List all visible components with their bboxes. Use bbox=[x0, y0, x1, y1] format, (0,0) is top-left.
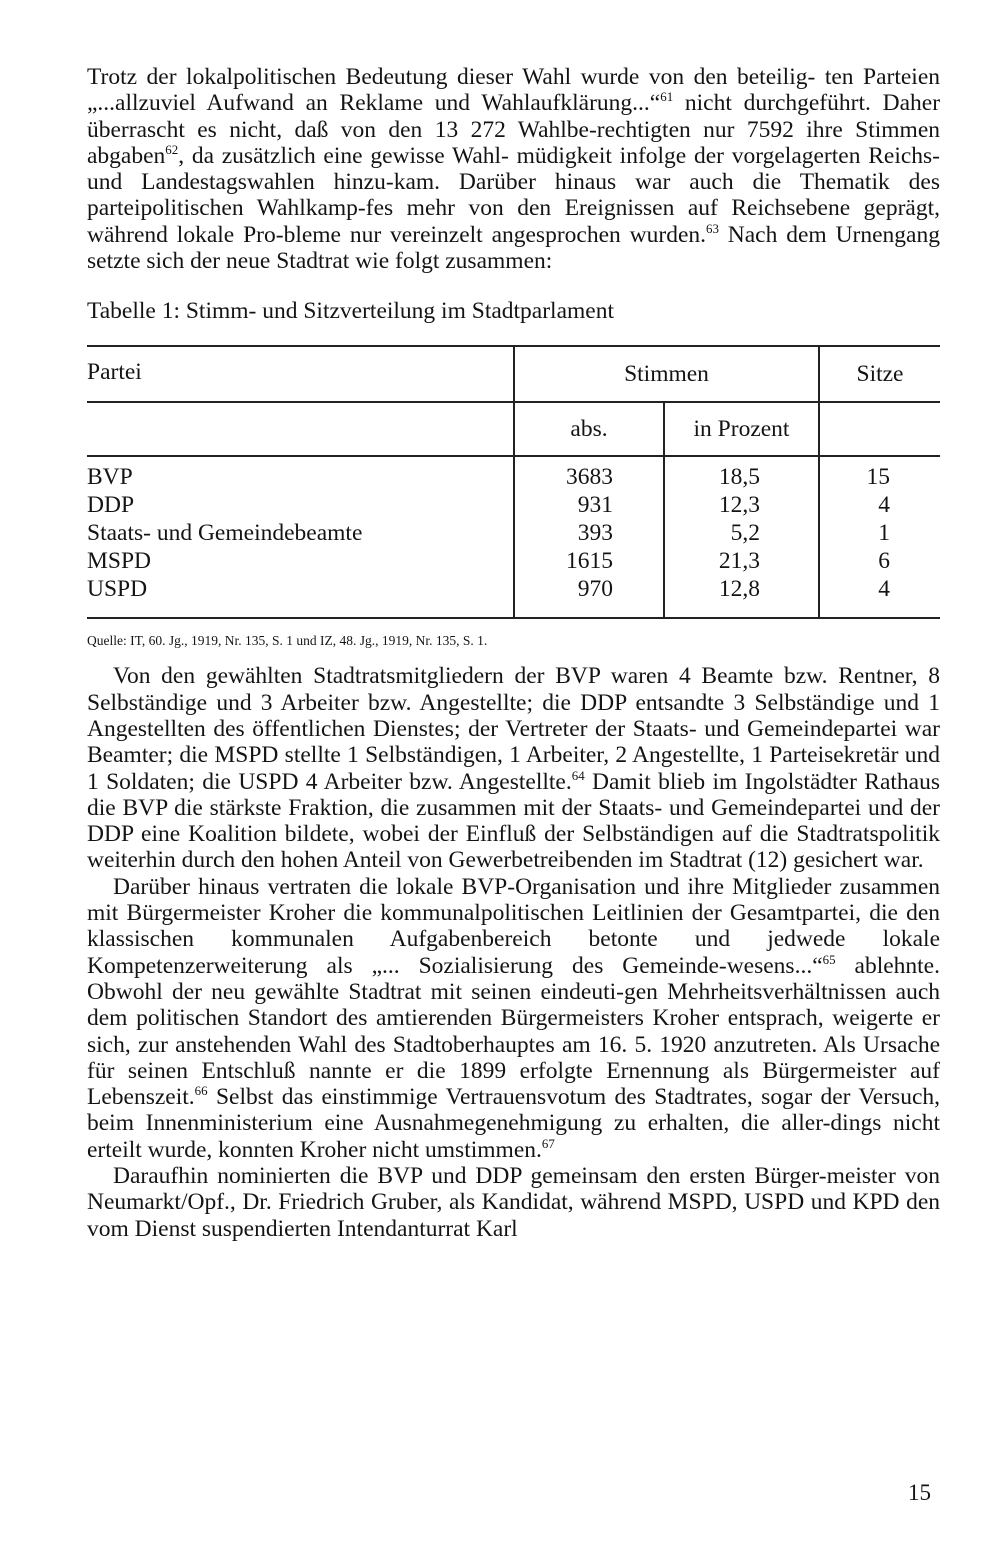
cell-partei: MSPD bbox=[87, 548, 152, 575]
text-line: Damit blieb im Ingolstädter Rathaus die BVP die bbox=[87, 768, 940, 821]
cell-partei: BVP bbox=[87, 464, 133, 491]
text-line: Gesamtpartei, die den klassischen kommunalen Aufgabenbereich betonte und bbox=[87, 900, 941, 953]
text-line: Arbeiter bzw. Angestellte. bbox=[323, 768, 572, 795]
text-line: fes mehr von den Ereignissen auf Reichsebene geprägt, während lokale Pro- bbox=[87, 195, 940, 248]
vote-distribution-table bbox=[87, 345, 940, 619]
cell-partei: Staats- und Gemeindebeamte bbox=[87, 520, 363, 547]
cell-sitze: 4 bbox=[819, 491, 940, 519]
subheader-prozent: in Prozent bbox=[664, 402, 819, 456]
table-row bbox=[87, 575, 940, 609]
header-stimmen: Stimmen bbox=[514, 346, 819, 402]
text-line: bleme nur vereinzelt angesprochen wurden. bbox=[283, 221, 706, 248]
cell-prozent: 18,5 bbox=[664, 456, 819, 491]
text-line: Nach dem Urnengang setzte bbox=[87, 221, 940, 275]
footnote-ref: 67 bbox=[541, 1135, 555, 1151]
cell-prozent: 12,8 bbox=[664, 575, 819, 609]
text-line: 1 Arbeiter, 2 Angestellte, 1 Parteisekretär und 1 Soldaten; die USPD 4 bbox=[87, 742, 940, 795]
text-line: , da zusätzlich eine gewisse Wahl- bbox=[178, 142, 509, 169]
cell-sitze: 15 bbox=[819, 456, 940, 491]
table-row bbox=[87, 547, 940, 575]
cell-prozent: 12,3 bbox=[664, 491, 819, 519]
text-line: zusammen mit Bürgermeister Kroher die kommunalpolitischen Leitlinien der bbox=[87, 873, 940, 927]
subheader-abs: abs. bbox=[514, 402, 664, 456]
text-line: nannte er die 1899 erfolgte Ernennung als Bürgermeister auf Lebenszeit. bbox=[87, 1057, 940, 1111]
text-line: Staats- und Gemeindepartei war Beamter; die MSPD stellte 1 Selbständigen, bbox=[87, 715, 940, 769]
table-row bbox=[87, 456, 940, 491]
header-partei: Partei bbox=[87, 346, 514, 402]
text-line: dings nicht erteilt wurde, konnten Kroher nicht umstimmen. bbox=[87, 1110, 940, 1163]
cell-abs: 3683 bbox=[514, 456, 664, 491]
header-sitze: Sitze bbox=[819, 346, 940, 402]
text-line: ten Parteien „...allzuviel Aufwand an Reklame und Wahlaufklärung...“ bbox=[87, 64, 941, 117]
text-line: ablehnte. Obwohl der neu gewählte Stadtrat mit seinen eindeuti- bbox=[87, 952, 940, 1005]
text-line: kam. Darüber hinaus war auch die Thematik des parteipolitischen Wahlkamp- bbox=[87, 169, 940, 222]
text-line: Trotz der lokalpolitischen Bedeutung dieser Wahl wurde von den beteilig- bbox=[87, 64, 816, 90]
table-row bbox=[87, 519, 940, 547]
text-line: sich der neue Stadtrat wie folgt zusammen: bbox=[146, 248, 553, 275]
footnote-ref: 65 bbox=[822, 951, 836, 967]
text-line: meister von Neumarkt/Opf., Dr. Friedrich Gruber, als Kandidat, während bbox=[87, 1163, 941, 1216]
footnote-ref: 63 bbox=[706, 220, 719, 236]
text-line: nicht durchgeführt. Daher überrascht es nicht, daß von den 13 272 Wahlbe- bbox=[87, 90, 941, 143]
table-source: Quelle: IT, 60. Jg., 1919, Nr. 135, S. 1 und IZ, 48. Jg., 1919, Nr. 135, S. 1. bbox=[87, 633, 488, 649]
cell-sitze: 4 bbox=[819, 575, 940, 609]
text-line: müdigkeit infolge der vorgelagerten Reichs- und Landestagswahlen hinzu- bbox=[87, 142, 940, 196]
text-line: wesens...“ bbox=[726, 952, 823, 979]
footnote-ref: 66 bbox=[194, 1083, 208, 1099]
cell-abs: 393 bbox=[514, 519, 664, 547]
text-line: Darüber hinaus vertraten die lokale BVP-Organisation und ihre Mitglieder bbox=[113, 873, 832, 900]
cell-sitze: 6 bbox=[819, 547, 940, 575]
cell-abs: 931 bbox=[514, 491, 664, 519]
page-body bbox=[87, 64, 940, 1242]
text-line: Selbst das einstimmige Vertrauensvotum des Stadtrates, sogar der Versuch, bbox=[215, 1084, 940, 1111]
text-line: MSPD, USPD und KPD den vom Dienst suspendierten Intendanturrat Karl bbox=[87, 1189, 940, 1242]
footnote-ref: 64 bbox=[571, 767, 585, 783]
text-line: im Stadtrat (12) gesichert war. bbox=[638, 847, 924, 874]
text-line: rechtigten nur 7592 ihre Stimmen abgaben bbox=[87, 116, 940, 169]
cell-sitze: 1 bbox=[819, 519, 940, 547]
cell-abs: 1615 bbox=[514, 547, 664, 575]
text-line: Bürgermeisters Kroher entsprach, weigerte er sich, zur anstehenden Wahl des bbox=[87, 1005, 940, 1058]
text-line: Stadtratspolitik weiterhin durch den hohen Anteil von Gewerbetreibenden bbox=[87, 821, 940, 874]
text-line: Von den gewählten Stadtratsmitgliedern der BVP waren 4 Beamte bzw. bbox=[113, 663, 828, 690]
cell-prozent: 21,3 bbox=[664, 547, 819, 575]
text-line: stärkste Fraktion, die zusammen mit der Staats- und Gemeindepartei und der bbox=[209, 794, 940, 821]
text-line: jedwede lokale Kompetenzerweiterung als „... Sozialisierung des Gemeinde- bbox=[87, 926, 940, 979]
text-line: gen Mehrheitsverhältnissen auch dem politischen Standort des amtierenden bbox=[87, 978, 941, 1032]
intro-paragraph bbox=[87, 64, 940, 274]
footnote-ref: 62 bbox=[165, 142, 179, 158]
text-line: beim Innenministerium eine Ausnahmegenehmigung zu erhalten, die aller- bbox=[87, 1110, 831, 1137]
table-caption: Tabelle 1: Stimm- und Sitzverteilung im Stadtparlament bbox=[87, 298, 615, 325]
page-number: 15 bbox=[908, 1480, 931, 1505]
footnote-ref: 61 bbox=[660, 89, 674, 105]
text-line: 3 Selbständige und 1 Angestellten des öffentlichen Dienstes; der Vertreter der bbox=[87, 689, 941, 742]
cell-partei: DDP bbox=[87, 492, 135, 519]
text-line: Stadtoberhauptes am 16. 5. 1920 anzutreten. Als Ursache für seinen Entschluß bbox=[87, 1031, 940, 1084]
table-row bbox=[87, 491, 940, 519]
cell-partei: USPD bbox=[87, 576, 148, 603]
paragraph-gruber bbox=[87, 1163, 940, 1242]
text-line: Daraufhin nominierten die BVP und DDP gemeinsam den ersten Bürger- bbox=[113, 1163, 827, 1190]
paragraph-kroher bbox=[87, 874, 940, 1163]
cell-prozent: 5,2 bbox=[664, 519, 819, 547]
text-line: DDP eine Koalition bildete, wobei der Einfluß der Selbständigen auf die bbox=[87, 821, 789, 848]
cell-abs: 970 bbox=[514, 575, 664, 609]
text-line: Rentner, 8 Selbständige und 3 Arbeiter bzw. Angestellte; die DDP entsandte bbox=[87, 663, 941, 716]
paragraph-council-members bbox=[87, 663, 940, 873]
